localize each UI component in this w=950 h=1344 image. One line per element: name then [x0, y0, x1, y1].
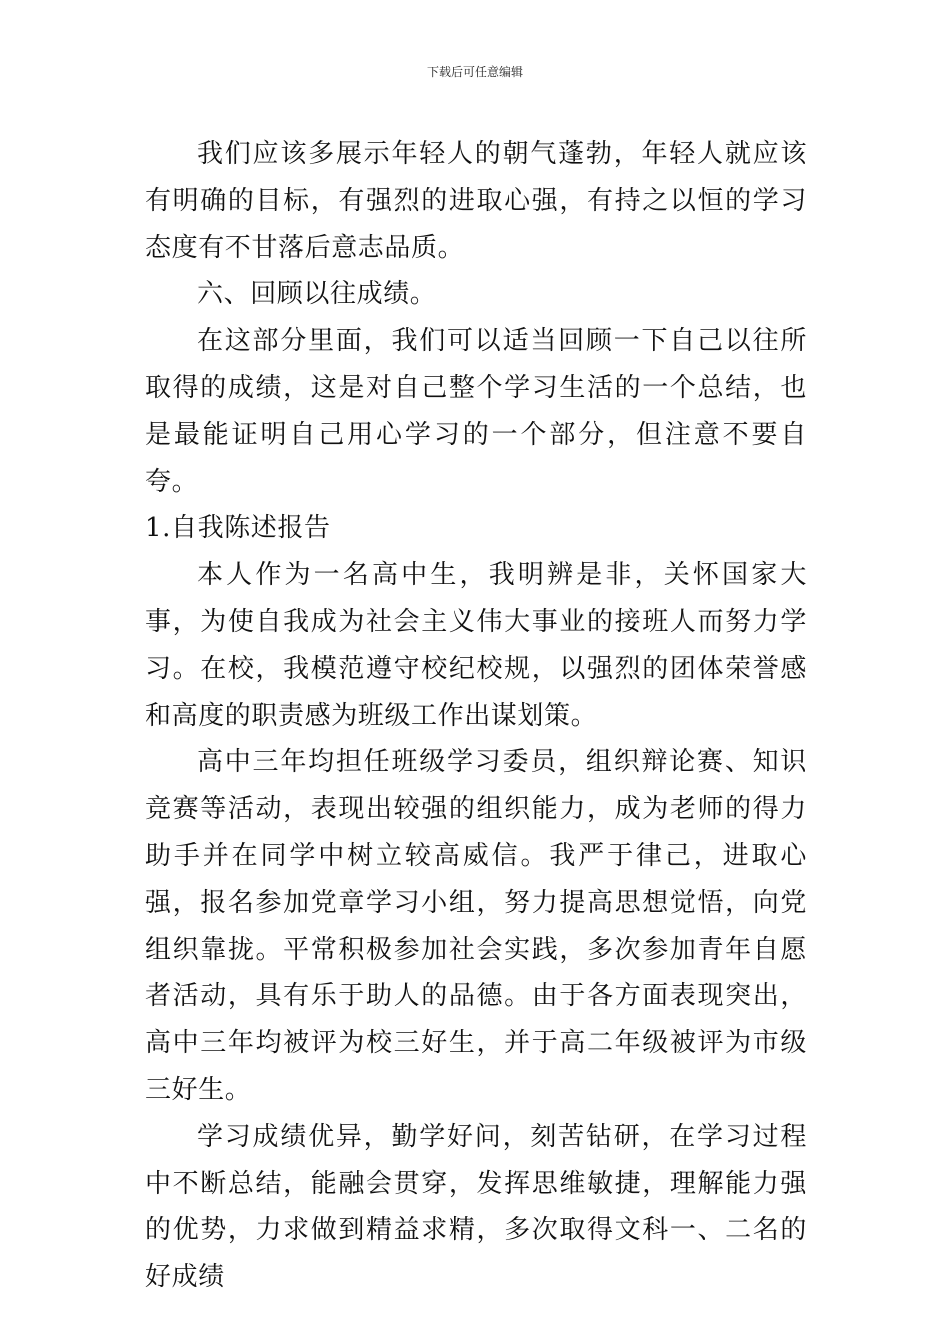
paragraph-review-achievements: 在这部分里面，我们可以适当回顾一下自己以往所取得的成绩，这是对自己整个学习生活的一个总结，也是最能证明自己用心学习的一个部分，但注意不要自夸。 [145, 326, 807, 497]
section-heading-self-statement: 1.自我陈述报告 [145, 513, 331, 544]
paragraph-youth-spirit: 我们应该多展示年轻人的朝气蓬勃，年轻人就应该有明确的目标，有强烈的进取心强，有持之以恒的学习态度有不甘落后意志品质。 [145, 139, 807, 263]
section-heading-review-achievements: 六、回顾以往成绩。 [197, 279, 437, 310]
paragraph-class-committee: 高中三年均担任班级学习委员，组织辩论赛、知识竞赛等活动，表现出较强的组织能力，成为老师的得力助手并在同学中树立较高威信。我严于律己，进取心强，报名参加党章学习小组，努力提高思想觉悟，向党组织靠拢。平常积极参加社会实践，多次参加青年自愿者活动，具有乐于助人的品德。由于各方面表现突出，高中三年均被评为校三好生，并于高二年级被评为市级三好生。 [145, 747, 807, 1105]
document-body [145, 131, 807, 1301]
paragraph-academic-performance: 学习成绩优异，勤学好问，刻苦钻研，在学习过程中不断总结，能融会贯穿，发挥思维敏捷，理解能力强的优势，力求做到精益求精，多次取得文科一、二名的好成绩 [145, 1121, 807, 1293]
page-header: 下载后可任意编辑 [426, 65, 523, 79]
paragraph-self-statement-intro: 本人作为一名高中生，我明辨是非，关怀国家大事，为使自我成为社会主义伟大事业的接班人而努力学习。在校，我模范遵守校纪校规，以强烈的团体荣誉感和高度的职责感为班级工作出谋划策。 [145, 560, 807, 731]
